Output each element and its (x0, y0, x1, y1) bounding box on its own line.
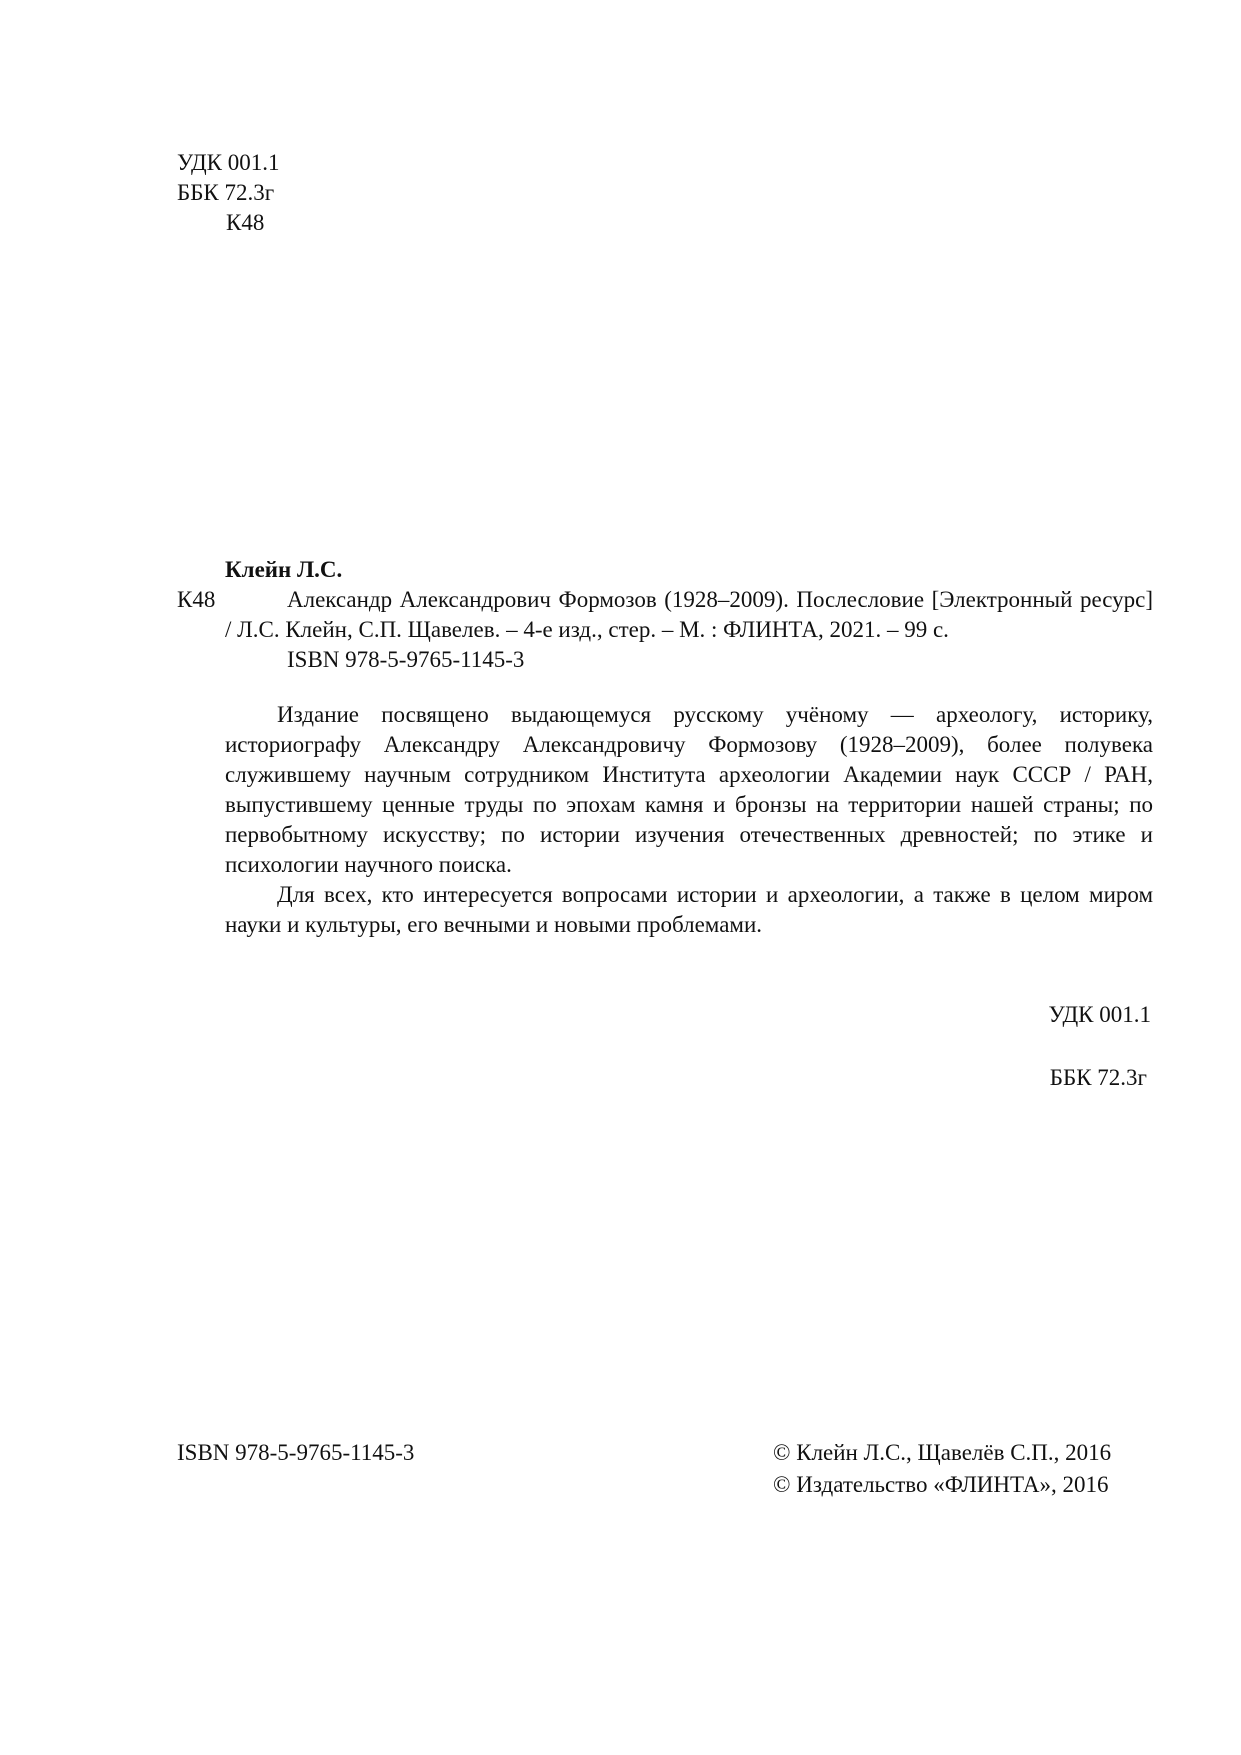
author-heading: Клейн Л.С. (225, 557, 343, 582)
copyright-block (773, 1438, 1111, 1502)
udk-code-top: УДК 001.1 (177, 150, 280, 175)
author-mark: К48 (177, 587, 216, 612)
annotation-paragraph-1: Издание посвящено выдающемуся русскому учёному — археологу, историку, историографу Александру Александровичу Формозову (1928–2009), более полувека служившему научным сотрудником Института археологии Академии наук СССР / РАН, выпустившему ценные труды по эпохам камня и бронзы на территории нашей страны; по первобытному искусству; по истории изучения отечественных древностей; по этике и психологии научного поиска. (225, 702, 1153, 877)
annotation (225, 700, 1153, 940)
annotation-paragraph-2: Для всех, кто интересуется вопросами истории и археологии, а также в целом миром науки и культуры, его вечными и новыми проблемами. (225, 882, 1153, 937)
top-classification-codes (177, 148, 280, 238)
bibliographic-description: Александр Александрович Формозов (1928–2009). Послесловие [Электронный ресурс] / Л.С. Клейн, С.П. Щавелев. – 4-е изд., стер. – М. : ФЛИНТА, 2021. – 99 с. (225, 587, 1153, 642)
bbk-code-right: ББК 72.3г (1049, 1065, 1147, 1090)
copyright-authors: © Клейн Л.С., Щавелёв С.П., 2016 (773, 1440, 1112, 1465)
bbk-code-top: ББК 72.3г (177, 180, 275, 205)
classification-codes-right (1049, 1000, 1152, 1093)
copyright-publisher: © Издательство «ФЛИНТА», 2016 (773, 1472, 1109, 1497)
isbn-footer: ISBN 978-5-9765-1145-3 (177, 1440, 415, 1465)
isbn-record: ISBN 978-5-9765-1145-3 (287, 647, 525, 672)
author-mark-top: К48 (226, 210, 265, 235)
udk-code-right: УДК 001.1 (1048, 1002, 1151, 1027)
